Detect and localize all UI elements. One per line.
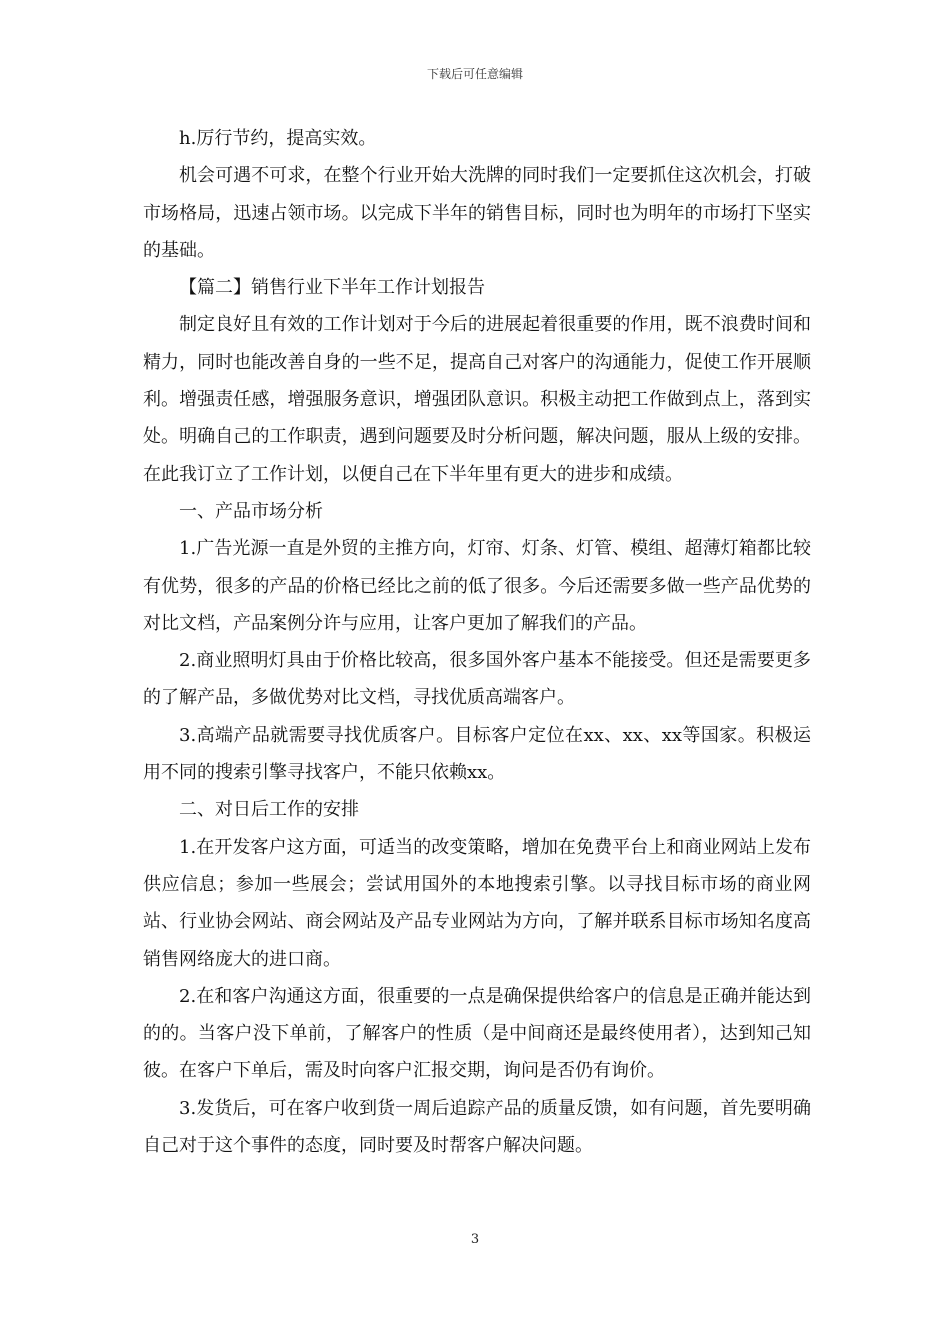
section-title-part-two: 【篇二】销售行业下半年工作计划报告 (179, 277, 485, 299)
paragraph-intro: 制定良好且有效的工作计划对于今后的进展起着很重要的作用，既不浪费时间和精力，同时也能改善自身的一些不足，提高自己对客户的沟通能力，促使工作开展顺利。增强责任感，增强服务意识，增强团队意识。积极主动把工作做到点上，落到实处。明确自己的工作职责，遇到问题要及时分析问题，解决问题，服从上级的安排。在此我订立了工作计划，以便自己在下半年里有更大的进步和成绩。 (143, 314, 811, 485)
paragraph-arrangement-1: 1.在开发客户这方面，可适当的改变策略，增加在免费平台上和商业网站上发布供应信息；参加一些展会；尝试用国外的本地搜索引擎。以寻找目标市场的商业网站、行业协会网站、商会网站及产品专业网站为方向，了解并联系目标市场知名度高销售网络庞大的进口商。 (143, 836, 811, 970)
paragraph-opportunity: 机会可遇不可求，在整个行业开始大洗牌的同时我们一定要抓住这次机会，打破市场格局，迅速占领市场。以完成下半年的销售目标，同时也为明年的市场打下坚实的基础。 (143, 165, 811, 261)
paragraph-analysis-3: 3.高端产品就需要寻找优质客户。目标客户定位在xx、xx、xx等国家。积极运用不同的搜索引擎寻找客户，不能只依赖xx。 (143, 724, 811, 784)
heading-future-work-arrangement: 二、对日后工作的安排 (179, 799, 359, 821)
heading-product-market-analysis: 一、产品市场分析 (179, 500, 323, 522)
paragraph-analysis-2: 2.商业照明灯具由于价格比较高，很多国外客户基本不能接受。但还是需要更多的了解产品，多做优势对比文档，寻找优质高端客户。 (143, 650, 811, 709)
page-header: 下载后可任意编辑 (426, 67, 523, 81)
paragraph-arrangement-2: 2.在和客户沟通这方面，很重要的一点是确保提供给客户的信息是正确并能达到的的。当客户没下单前，了解客户的性质（是中间商还是最终使用者），达到知己知彼。在客户下单后，需及时向客户汇报交期，询问是否仍有询价。 (143, 985, 811, 1082)
paragraph-analysis-1: 1.广告光源一直是外贸的主推方向，灯帘、灯条、灯管、模组、超薄灯箱都比较有优势，很多的产品的价格已经比之前的低了很多。今后还需要多做一些产品优势的对比文档，产品案例分许与应用，让客户更加了解我们的产品。 (143, 538, 811, 634)
document-body (143, 120, 811, 1164)
paragraph-h-item: h.厉行节约，提高实效。 (179, 128, 377, 149)
page-number: 3 (470, 1232, 480, 1247)
paragraph-arrangement-3: 3.发货后，可在客户收到货一周后追踪产品的质量反馈，如有问题，首先要明确自己对于这个事件的态度，同时要及时帮客户解决问题。 (143, 1097, 811, 1157)
